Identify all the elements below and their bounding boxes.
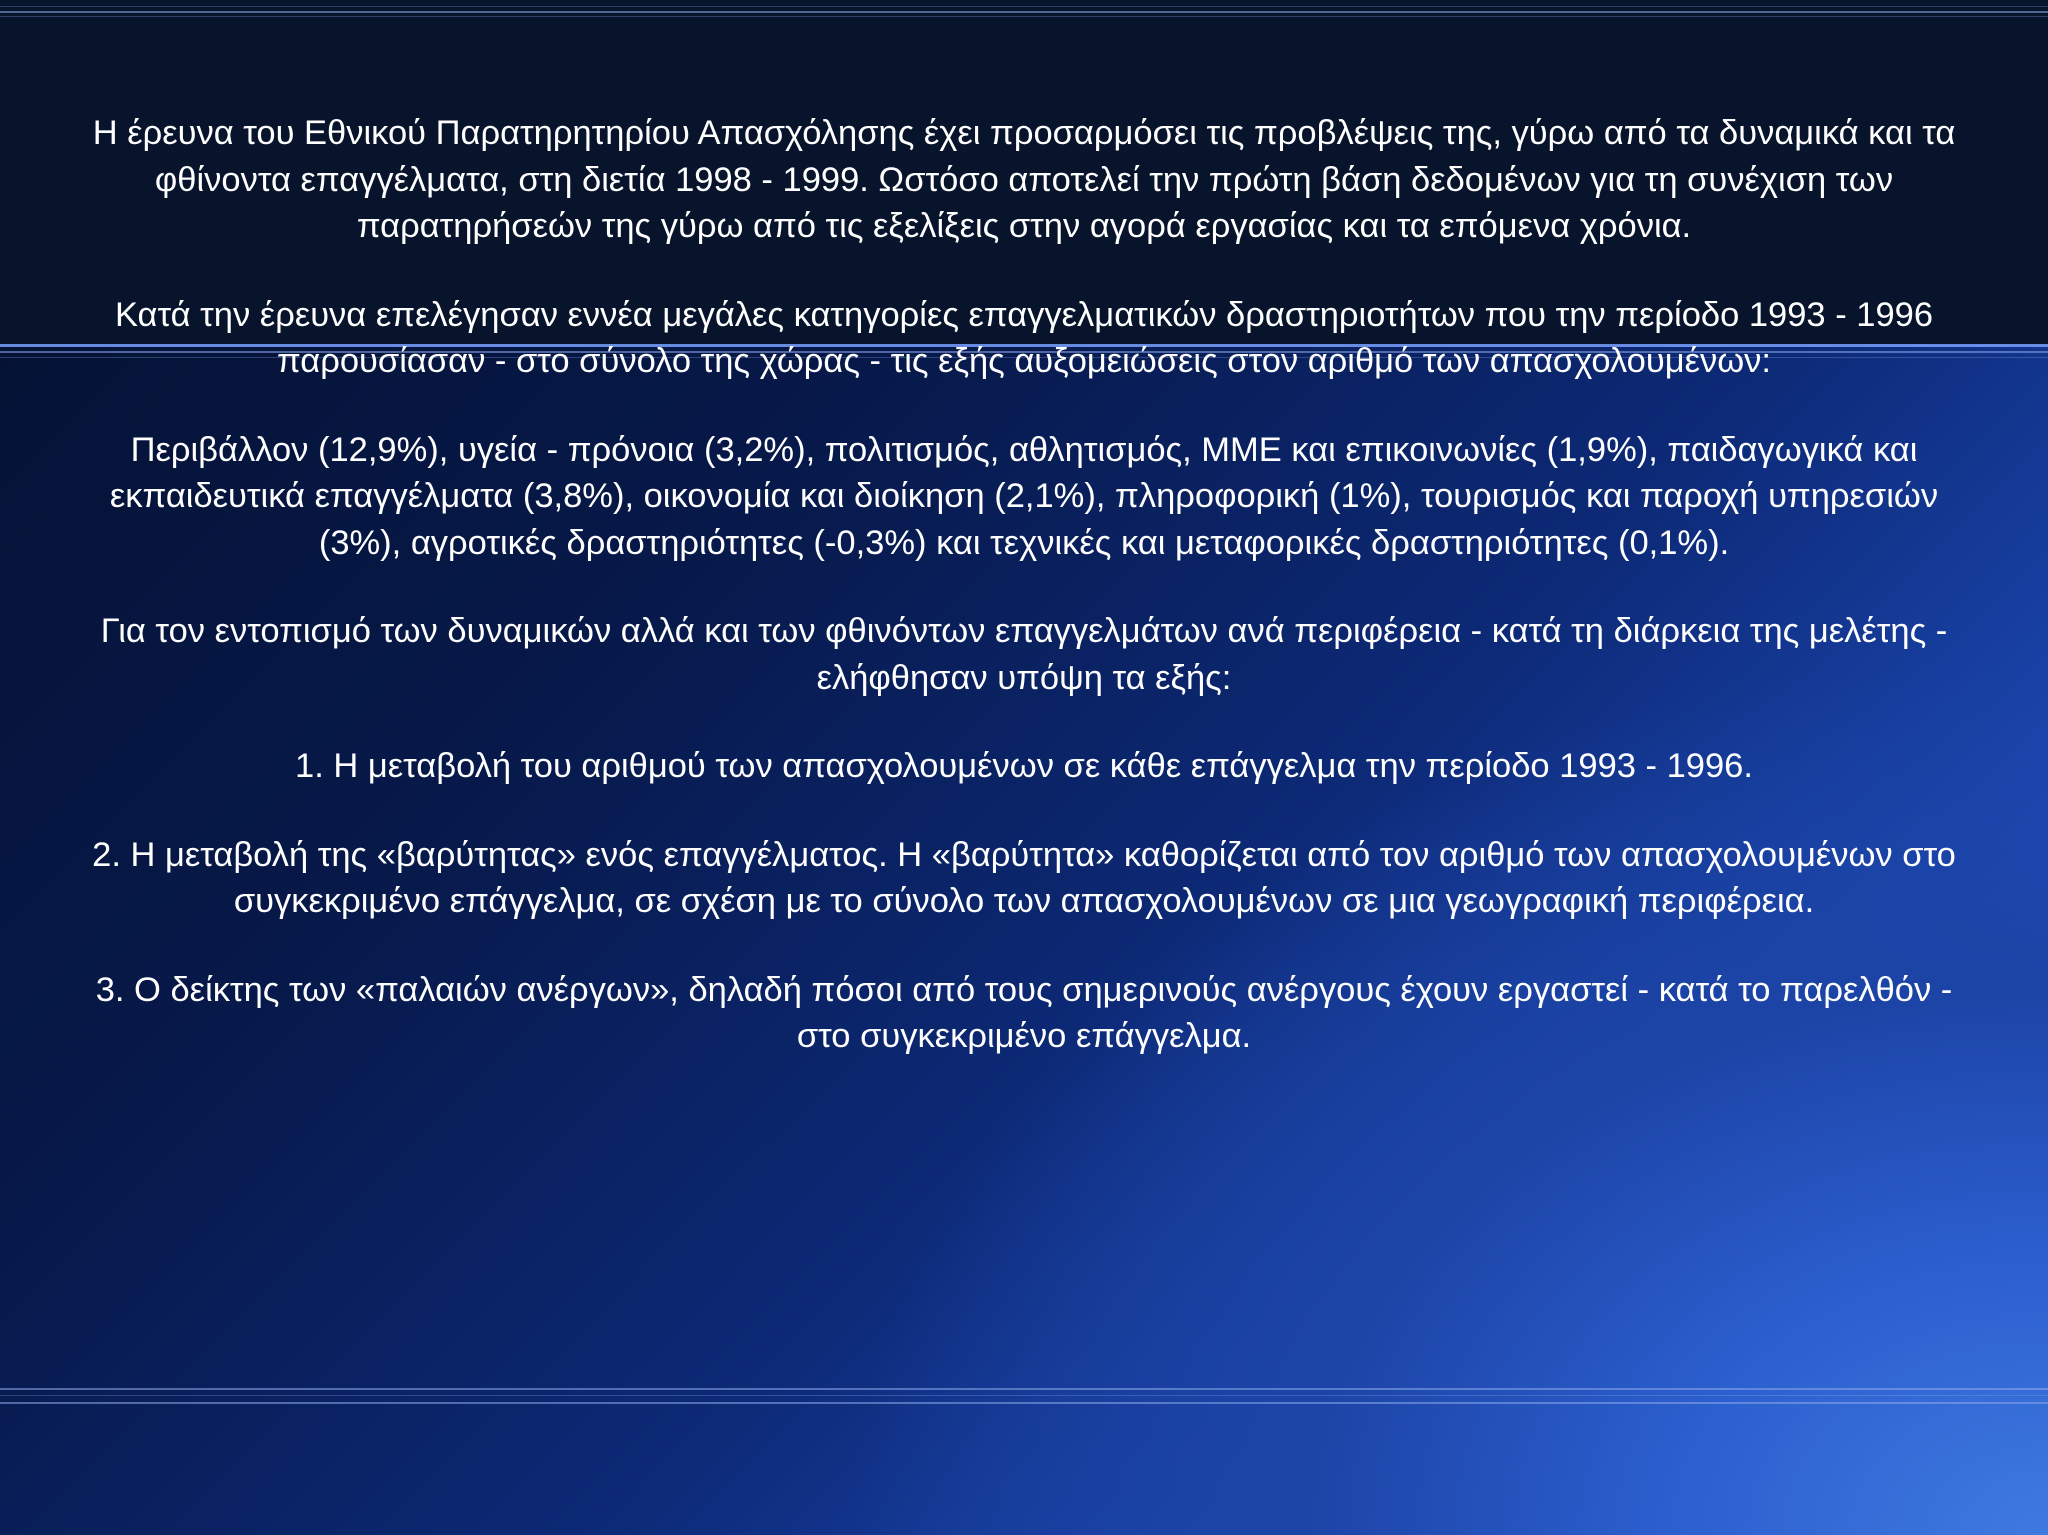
decorative-line [0, 1402, 2048, 1404]
decorative-line [0, 11, 2048, 13]
criterion-1: 1. Η μεταβολή του αριθμού των απασχολουμένων σε κάθε επάγγελμα την περίοδο 1993 - 1996. [295, 747, 1753, 785]
slide-text [90, 110, 1958, 1102]
criterion-3: 3. Ο δείκτης των «παλαιών ανέργων», δηλαδή πόσοι από τους σημερινούς ανέργους έχουν εργαστεί - κατά το παρελθόν - στο συγκεκριμένο επάγγελμα. [95, 970, 1953, 1055]
decorative-line [0, 16, 2048, 17]
criterion-2: 2. Η μεταβολή της «βαρύτητας» ενός επαγγέλματος. Η «βαρύτητα» καθορίζεται από τον αριθμό των απασχολουμένων στο συγκεκριμένο επάγγελμα, σε σχέση με το σύνολο των απασχολουμένων σε μια γεωγραφική περιφέρεια. [92, 835, 1956, 920]
paragraph-criteria: Για τον εντοπισμό των δυναμικών αλλά και των φθινόντων επαγγελμάτων ανά περιφέρεια - κατά τη διάρκεια της μελέτης - ελήφθησαν υπόψη τα εξής: [100, 612, 1948, 697]
paragraph-intro: Η έρευνα του Εθνικού Παρατηρητηρίου Απασχόλησης έχει προσαρμόσει τις προβλέψεις της, γύρω από τα δυναμικά και τα φθίνοντα επαγγέλματα, στη διετία 1998 - 1999. Ωστόσο αποτελεί την πρώτη βάση δεδομένων για τη συνέχιση των παρατηρήσεών της γύρω από τις εξελίξεις στην αγορά εργασίας και τα επόμενα χρόνια. [92, 114, 1956, 245]
paragraph-categories: Κατά την έρευνα επελέγησαν εννέα μεγάλες κατηγορίες επαγγελματικών δραστηριοτήτων που την περίοδο 1993 - 1996 παρουσίασαν - στο σύνολο της χώρας - τις εξής αυξομειώσεις στον αριθμό των απασχολουμένων: [114, 295, 1934, 380]
decorative-line [0, 6, 2048, 7]
decorative-line [0, 1388, 2048, 1390]
paragraph-percentages: Περιβάλλον (12,9%), υγεία - πρόνοια (3,2%), πολιτισμός, αθλητισμός, ΜΜΕ και επικοινωνίες (1,9%), παιδαγωγικά και εκπαιδευτικά επαγγέλματα (3,8%), οικονομία και διοίκηση (2,1%), πληροφορική (1%), τουρισμός και παροχή υπηρεσιών (3%), αγροτικές δραστηριότητες (-0,3%) και τεχνικές και μεταφορικές δραστηριότητες (0,1%). [109, 430, 1939, 562]
decorative-line [0, 1395, 2048, 1396]
